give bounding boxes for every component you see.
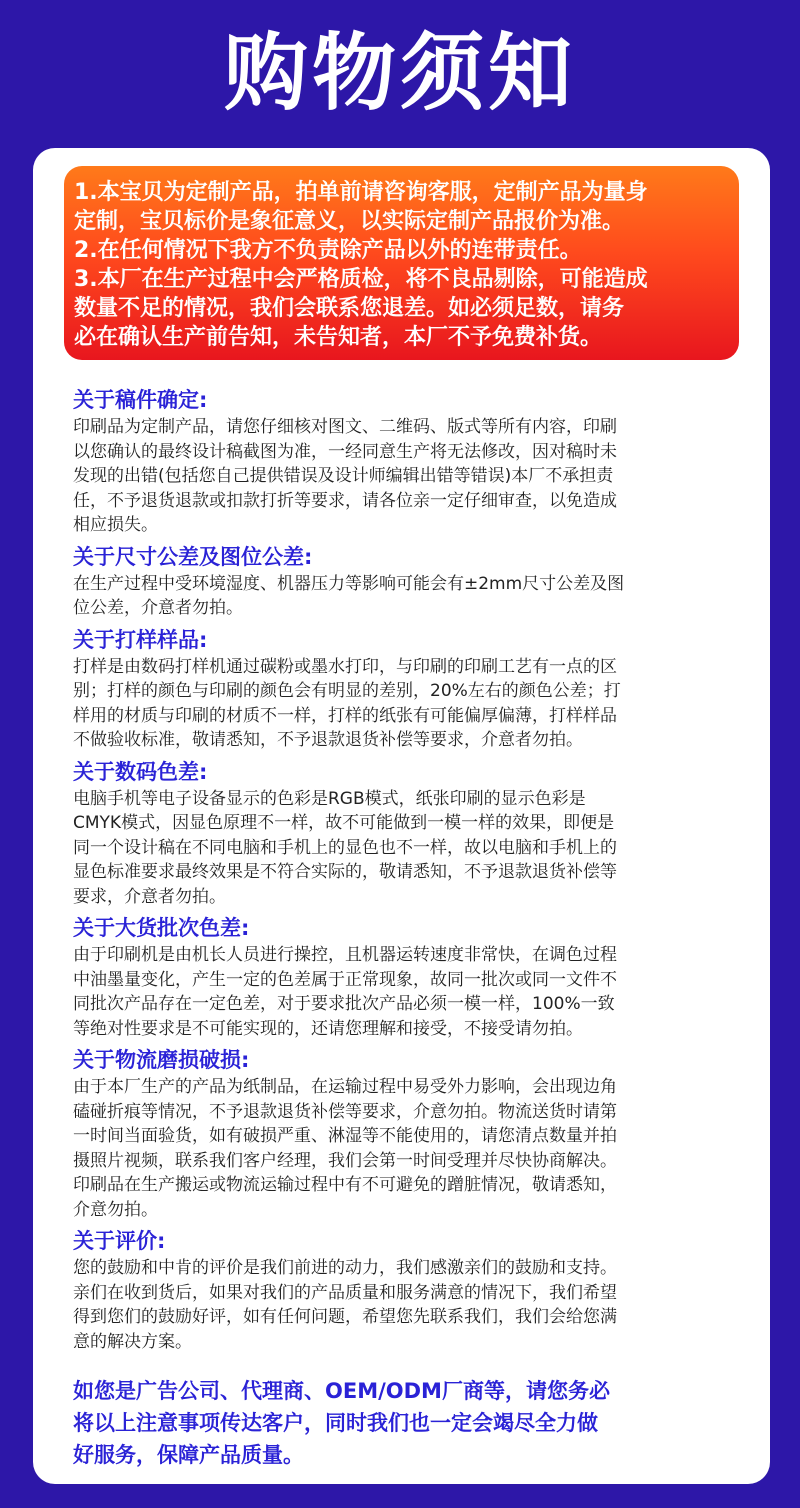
notice-item-2: 2.在任何情况下我方不负责除产品以外的连带责任。 — [74, 238, 582, 263]
section-heading: 关于尺寸公差及图位公差: — [73, 544, 313, 569]
section-heading: 关于数码色差: — [73, 759, 208, 784]
section-heading: 关于物流磨损破损: — [73, 1048, 250, 1072]
section-body: 打样是由数码打样机通过碳粉或墨水打印，与印刷的印刷工艺有一点的区 别；打样的颜色与印刷的颜色会有明显的差别，20%左右的颜色公差；打 样用的材质与印刷的材质不一样，打样的纸张有可能偏厚偏薄，打样样品 不做验收标准，敬请悉知，不予退款退货补偿等要求，介意者勿拍。 — [73, 656, 621, 750]
section-size-tolerance — [73, 542, 733, 621]
section-draft-confirmation — [73, 385, 733, 538]
section-heading: 关于打样样品: — [73, 627, 208, 652]
section-batch-color-difference — [73, 913, 733, 1041]
section-body: 您的鼓励和中肯的评价是我们前进的动力，我们感激亲们的鼓励和支持。 亲们在收到货后，如果对我们的产品质量和服务满意的情况下，我们希望 得到您们的鼓励好评，如有任何问题，希望您先联系我们，我们会给您满 意的解决方案。 — [73, 1258, 617, 1352]
notice-card — [33, 148, 770, 1484]
section-heading: 关于稿件确定: — [73, 388, 208, 412]
page-title: 购物须知 — [223, 24, 576, 122]
closing-statement: 如您是广告公司、代理商、OEM/ODM厂商等，请您务必 将以上注意事项传达客户，同时我们也一定会竭尽全力做 好服务，保障产品质量。 — [73, 1379, 610, 1467]
section-reviews — [73, 1226, 733, 1354]
section-proof-samples — [73, 625, 733, 753]
notice-item-3: 3.本厂在生产过程中会严格质检，将不良品剔除，可能造成 数量不足的情况，我们会联系您退差。如必须足数，请务 必在确认生产前告知，未告知者，本厂不予免费补货。 — [74, 267, 648, 350]
section-body: 电脑手机等电子设备显示的色彩是RGB模式，纸张印刷的显示色彩是 CMYK模式，因显色原理不一样，故不可能做到一模一样的效果，即便是 同一个设计稿在不同电脑和手机上的显色也不一样，故以电脑和手机上的 显色标准要求最终效果是不符合实际的，敬请悉知，不予退款退货补偿等 要求，介意者勿拍。 — [73, 788, 617, 907]
section-body: 由于本厂生产的产品为纸制品，在运输过程中易受外力影响，会出现边角 磕碰折痕等情况，不予退款退货补偿等要求，介意勿拍。物流送货时请第 一时间当面验货，如有破损严重、淋湿等不能使用的，请您清点数量并拍 摄照片视频，联系我们客户经理，我们会第一时间受理并尽快协商解决。 印刷品在生产搬运或物流运输过程中有不可避免的蹭脏情况，敬请悉知， 介意勿拍。 — [73, 1077, 617, 1220]
section-body: 由于印刷机是由机长人员进行操控，且机器运转速度非常快，在调色过程 中油墨量变化，产生一定的色差属于正常现象，故同一批次或同一文件不 同批次产品存在一定色差，对于要求批次产品必须一模一样，100%一致 等绝对性要求是不可能实现的，还请您理解和接受，不接受请勿拍。 — [73, 945, 617, 1039]
notice-item-1: 1.本宝贝为定制产品，拍单前请咨询客服，定制产品为量身 定制，宝贝标价是象征意义，以实际定制产品报价为准。 — [74, 180, 648, 234]
section-digital-color-difference — [73, 757, 733, 910]
section-body: 印刷品为定制产品，请您仔细核对图文、二维码、版式等所有内容，印刷 以您确认的最终设计稿截图为准，一经同意生产将无法修改，因对稿时未 发现的出错(包括您自己提供错误及设计师编辑出错等错误)本厂不承担责 任，不予退货退款或扣款打折等要求，请各位亲一定仔细审查，以免造成 相应损失。 — [73, 417, 617, 535]
section-heading: 关于评价: — [73, 1229, 166, 1253]
section-shipping-damage — [73, 1045, 733, 1222]
policy-sections — [73, 385, 733, 1358]
important-notice-banner — [64, 166, 739, 360]
section-heading: 关于大货批次色差: — [73, 916, 250, 940]
section-body: 在生产过程中受环境湿度、机器压力等影响可能会有±2mm尺寸公差及图 位公差，介意者勿拍。 — [73, 573, 625, 618]
